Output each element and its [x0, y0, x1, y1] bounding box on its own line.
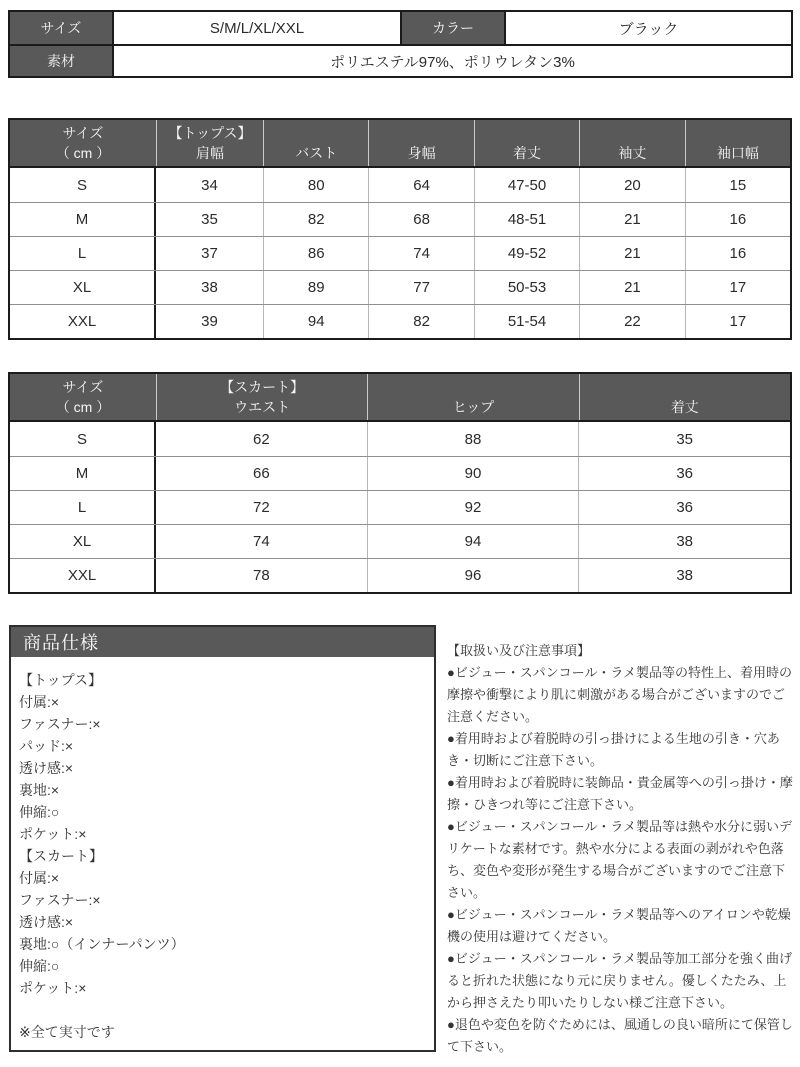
skirt-s-length: 35 — [578, 422, 790, 456]
tops-header-size — [10, 120, 156, 166]
tops-header-shoulder — [156, 120, 263, 166]
spec-panel-title: 商品仕様 — [11, 627, 434, 657]
size-label: サイズ — [10, 12, 114, 44]
spec-line-skirt-heading: 【スカート】 — [19, 848, 103, 864]
note-item: ●着用時および着脱時の引っ掛けによる生地の引き・穴あき・切断にご注意下さい。 — [447, 731, 780, 768]
tops-col-width: 身幅 — [407, 145, 436, 161]
tops-l-sleeve: 21 — [579, 237, 684, 270]
skirt-s-hip: 88 — [367, 422, 579, 456]
skirt-col-waist: ウエスト — [234, 399, 291, 415]
skirt-header-hip — [367, 374, 578, 420]
spec-line: ファスナー:× — [19, 892, 101, 908]
tops-xxl-sleeve: 22 — [579, 305, 684, 338]
tops-group-label: 【トップス】 — [168, 125, 252, 141]
tops-xxl-bust: 94 — [263, 305, 368, 338]
tops-xl-size: XL — [10, 271, 156, 304]
tops-m-size: M — [10, 203, 156, 236]
spec-line-note: ※全て実寸です — [19, 1024, 115, 1040]
skirt-table-header — [10, 374, 790, 422]
skirt-xxl-length: 38 — [578, 559, 790, 592]
tops-s-length: 47-50 — [474, 168, 579, 202]
tops-header-length — [474, 120, 579, 166]
info-row-size-color — [10, 12, 791, 44]
tops-row-m — [10, 202, 790, 236]
tops-s-bust: 80 — [263, 168, 368, 202]
spec-line: 伸縮:○ — [19, 804, 60, 820]
tops-row-l — [10, 236, 790, 270]
skirt-xxl-hip: 96 — [367, 559, 579, 592]
handling-notes-title: 【取扱い及び注意事項】 — [447, 643, 591, 658]
info-row-material — [10, 44, 791, 76]
skirt-xxl-waist: 78 — [252, 567, 270, 584]
tops-header-size-line1: サイズ — [62, 125, 104, 141]
spec-line: ファスナー:× — [19, 716, 101, 732]
material-value: ポリエステル97%、ポリウレタン3% — [330, 53, 575, 71]
product-spec-panel — [9, 625, 436, 1052]
tops-header-size-line2: （ cm ） — [55, 145, 111, 161]
skirt-size-table — [8, 372, 792, 594]
tops-s-cuff: 15 — [685, 168, 790, 202]
tops-l-shoulder: 37 — [201, 245, 218, 262]
tops-size-table — [8, 118, 792, 340]
size-value: S/M/L/XL/XXL — [209, 19, 305, 37]
tops-xxl-width: 82 — [368, 305, 473, 338]
skirt-group-label: 【スカート】 — [220, 379, 305, 395]
tops-col-sleeve: 袖丈 — [618, 145, 647, 161]
spec-line: 伸縮:○ — [19, 958, 60, 974]
skirt-header-size — [10, 374, 156, 420]
tops-m-bust: 82 — [263, 203, 368, 236]
product-info-table — [8, 10, 793, 78]
tops-header-bust — [263, 120, 368, 166]
handling-notes — [447, 640, 797, 1058]
skirt-l-length: 36 — [578, 491, 790, 524]
tops-col-bust: バスト — [295, 145, 338, 161]
tops-xxl-cuff: 17 — [685, 305, 790, 338]
material-label: 素材 — [10, 46, 114, 76]
spec-line: ポケット:× — [19, 826, 87, 842]
spec-line: 透け感:× — [19, 914, 74, 930]
skirt-xxl-size: XXL — [10, 559, 156, 592]
skirt-xl-waist: 74 — [252, 533, 270, 550]
skirt-col-length: 着丈 — [670, 399, 699, 415]
tops-header-sleeve — [579, 120, 684, 166]
tops-table-header — [10, 120, 790, 168]
skirt-row-s — [10, 422, 790, 456]
tops-l-size: L — [10, 237, 156, 270]
tops-l-bust: 86 — [263, 237, 368, 270]
tops-col-cuff: 袖口幅 — [716, 145, 759, 161]
skirt-m-hip: 90 — [367, 457, 579, 490]
note-item: ●ビジュー・スパンコール・ラメ製品等は熱や水分に弱いデリケートな素材です。熱や水分による表面の剥がれや色落ち、変色や変形が発生する場合がございますのでご注意下さい。 — [447, 819, 792, 900]
tops-xxl-length: 51-54 — [474, 305, 579, 338]
spec-line: ポケット:× — [19, 980, 87, 996]
tops-s-size: S — [10, 168, 156, 202]
spec-line-tops-heading: 【トップス】 — [19, 672, 103, 688]
tops-l-cuff: 16 — [685, 237, 790, 270]
spec-line: 付属:× — [19, 870, 60, 886]
tops-row-xxl — [10, 304, 790, 338]
tops-xxl-shoulder: 39 — [201, 313, 218, 330]
skirt-m-waist: 66 — [252, 465, 270, 482]
spec-line-blank — [19, 999, 424, 1021]
skirt-l-hip: 92 — [367, 491, 579, 524]
tops-l-width: 74 — [368, 237, 473, 270]
tops-xl-sleeve: 21 — [579, 271, 684, 304]
tops-row-s — [10, 168, 790, 202]
skirt-xl-size: XL — [10, 525, 156, 558]
skirt-header-size-line2: （ cm ） — [55, 399, 111, 415]
color-value: ブラック — [618, 20, 679, 38]
spec-line: パッド:× — [19, 738, 74, 754]
note-item: ●ビジュー・スパンコール・ラメ製品等加工部分を強く曲げると折れた状態になり元に戻りません。優しくたたみ、上から押さえたり叩いたりしない様ご注意下さい。 — [447, 951, 792, 1010]
skirt-row-xl — [10, 524, 790, 558]
skirt-row-l — [10, 490, 790, 524]
tops-s-shoulder: 34 — [201, 176, 218, 194]
spec-line: 裏地:○（インナーパンツ） — [19, 936, 185, 952]
skirt-l-size: L — [10, 491, 156, 524]
spec-line: 透け感:× — [19, 760, 74, 776]
skirt-row-m — [10, 456, 790, 490]
tops-l-length: 49-52 — [474, 237, 579, 270]
color-label: カラー — [400, 12, 506, 44]
tops-xl-length: 50-53 — [474, 271, 579, 304]
tops-xxl-size: XXL — [10, 305, 156, 338]
skirt-xl-hip: 94 — [367, 525, 579, 558]
tops-m-cuff: 16 — [685, 203, 790, 236]
tops-m-width: 68 — [368, 203, 473, 236]
tops-xl-cuff: 17 — [685, 271, 790, 304]
note-item: ●ビジュー・スパンコール・ラメ製品等の特性上、着用時の摩擦や衝撃により肌に刺激がある場合がございますのでご注意ください。 — [447, 665, 792, 724]
tops-header-cuff — [685, 120, 790, 166]
note-item: ●退色や変色を防ぐためには、風通しの良い暗所にて保管して下さい。 — [447, 1017, 793, 1054]
skirt-s-size: S — [10, 422, 156, 456]
skirt-header-size-line1: サイズ — [62, 379, 104, 395]
tops-xl-shoulder: 38 — [201, 279, 218, 296]
skirt-m-length: 36 — [578, 457, 790, 490]
spec-line: 付属:× — [19, 694, 60, 710]
skirt-s-waist: 62 — [252, 430, 270, 448]
tops-row-xl — [10, 270, 790, 304]
spec-panel-body — [11, 657, 434, 1043]
skirt-l-waist: 72 — [252, 499, 270, 516]
tops-header-width — [368, 120, 473, 166]
tops-s-width: 64 — [368, 168, 473, 202]
skirt-col-hip: ヒップ — [452, 399, 495, 415]
skirt-header-length — [579, 374, 790, 420]
tops-xl-bust: 89 — [263, 271, 368, 304]
tops-m-length: 48-51 — [474, 203, 579, 236]
spec-line: 裏地:× — [19, 782, 60, 798]
skirt-header-waist — [156, 374, 367, 420]
tops-m-shoulder: 35 — [201, 211, 218, 228]
skirt-row-xxl — [10, 558, 790, 592]
note-item: ●着用時および着脱時に装飾品・貴金属等への引っ掛け・摩擦・ひきつれ等にご注意下さい。 — [447, 775, 793, 812]
tops-m-sleeve: 21 — [579, 203, 684, 236]
skirt-xl-length: 38 — [578, 525, 790, 558]
tops-col-length: 着丈 — [513, 145, 542, 161]
skirt-m-size: M — [10, 457, 156, 490]
note-item: ●ビジュー・スパンコール・ラメ製品等へのアイロンや乾燥機の使用は避けてください。 — [447, 907, 791, 944]
tops-s-sleeve: 20 — [579, 168, 684, 202]
tops-xl-width: 77 — [368, 271, 473, 304]
tops-col-shoulder: 肩幅 — [196, 145, 224, 161]
